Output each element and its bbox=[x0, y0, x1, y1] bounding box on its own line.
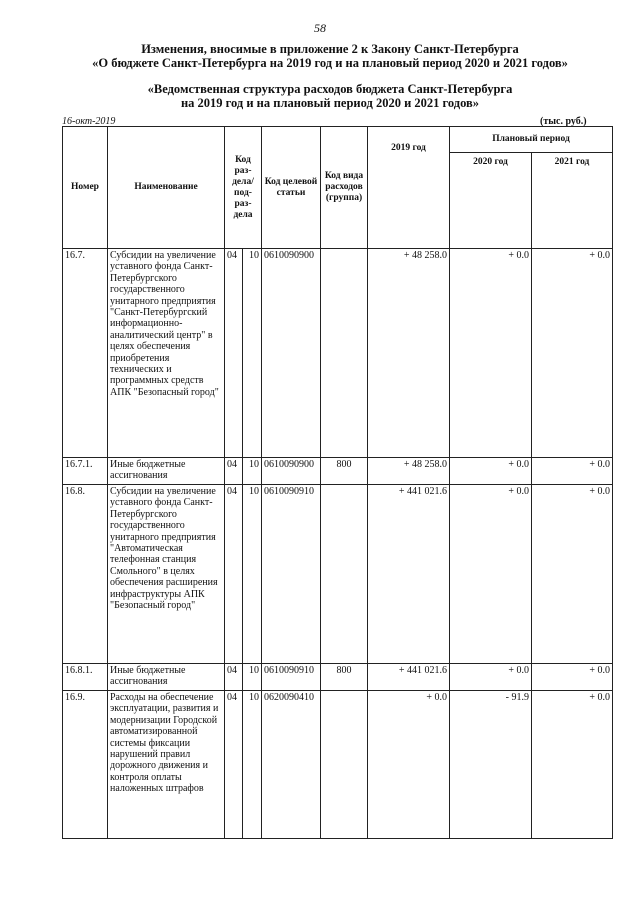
title-line-4: на 2019 год и на плановый период 2020 и 2021 годов» bbox=[180, 96, 480, 110]
row-expense-type bbox=[321, 485, 368, 664]
row-expense-type: 800 bbox=[321, 664, 368, 691]
row-value-2020: + 0.0 bbox=[450, 249, 532, 458]
col-header-number: Номер bbox=[63, 127, 108, 249]
row-target-code: 0610090900 bbox=[262, 458, 321, 485]
col-header-target-code: Код целевой статьи bbox=[262, 127, 321, 249]
row-target-code: 0610090900 bbox=[262, 249, 321, 458]
row-value-2020: + 0.0 bbox=[450, 485, 532, 664]
row-subsection: 10 bbox=[243, 664, 262, 691]
document-title bbox=[40, 42, 620, 70]
page-number: 58 bbox=[314, 21, 326, 35]
table-row bbox=[63, 485, 613, 664]
row-name: Иные бюджетные ассигнования bbox=[108, 458, 225, 485]
row-value-2021: + 0.0 bbox=[532, 485, 613, 664]
col-header-2021: 2021 год bbox=[532, 153, 613, 249]
row-expense-type bbox=[321, 249, 368, 458]
row-section: 04 bbox=[225, 664, 243, 691]
row-value-2021: + 0.0 bbox=[532, 249, 613, 458]
row-number: 16.8.1. bbox=[63, 664, 108, 691]
row-section: 04 bbox=[225, 485, 243, 664]
row-target-code: 0610090910 bbox=[262, 664, 321, 691]
row-value-2021: + 0.0 bbox=[532, 458, 613, 485]
row-target-code: 0610090910 bbox=[262, 485, 321, 664]
appendix-title bbox=[40, 82, 620, 110]
row-value-2019: + 441 021.6 bbox=[368, 664, 450, 691]
row-value-2020: + 0.0 bbox=[450, 458, 532, 485]
table-body bbox=[63, 249, 613, 839]
row-subsection: 10 bbox=[243, 458, 262, 485]
row-name: Расходы на обеспечение эксплуатации, развития и модернизации Городской автоматизированной системы фиксации нарушений правил дорожного движения и контроля оплаты наложенных штрафов bbox=[108, 691, 225, 839]
title-line-2: «О бюджете Санкт-Петербурга на 2019 год и на плановый период 2020 и 2021 годов» bbox=[92, 56, 568, 70]
table-row bbox=[63, 458, 613, 485]
row-value-2020: + 0.0 bbox=[450, 664, 532, 691]
col-header-expense-type: Код вида расходов (группа) bbox=[321, 127, 368, 249]
row-section: 04 bbox=[225, 691, 243, 839]
row-number: 16.8. bbox=[63, 485, 108, 664]
table-row bbox=[63, 249, 613, 458]
row-value-2021: + 0.0 bbox=[532, 691, 613, 839]
title-line-1: Изменения, вносимые в приложение 2 к Закону Санкт-Петербурга bbox=[141, 42, 519, 56]
row-value-2019: + 0.0 bbox=[368, 691, 450, 839]
row-name: Субсидии на увеличение уставного фонда Санкт-Петербургского государственного унитарного предприятия "Автоматическая телефонная станция Смольного" в целях обеспечения расширения инфраструктуры АПК "Безопасный город" bbox=[108, 485, 225, 664]
row-value-2021: + 0.0 bbox=[532, 664, 613, 691]
col-header-name: Наименование bbox=[108, 127, 225, 249]
row-value-2020: - 91.9 bbox=[450, 691, 532, 839]
row-value-2019: + 48 258.0 bbox=[368, 458, 450, 485]
units-label: (тыс. руб.) bbox=[540, 116, 587, 127]
title-line-3: «Ведомственная структура расходов бюджета Санкт-Петербурга bbox=[147, 82, 513, 96]
row-expense-type: 800 bbox=[321, 458, 368, 485]
row-section: 04 bbox=[225, 458, 243, 485]
row-value-2019: + 441 021.6 bbox=[368, 485, 450, 664]
table-header bbox=[63, 127, 613, 249]
row-expense-type bbox=[321, 691, 368, 839]
row-subsection: 10 bbox=[243, 691, 262, 839]
row-value-2019: + 48 258.0 bbox=[368, 249, 450, 458]
row-number: 16.9. bbox=[63, 691, 108, 839]
row-subsection: 10 bbox=[243, 249, 262, 458]
table-row bbox=[63, 664, 613, 691]
budget-table bbox=[62, 126, 613, 839]
row-target-code: 0620090410 bbox=[262, 691, 321, 839]
col-header-section-code: Код раз- дела/ под- раз- дела bbox=[225, 127, 262, 249]
col-header-planned-period: Плановый период bbox=[450, 127, 613, 153]
document-date: 16-окт-2019 bbox=[62, 116, 116, 127]
row-number: 16.7. bbox=[63, 249, 108, 458]
row-subsection: 10 bbox=[243, 485, 262, 664]
row-section: 04 bbox=[225, 249, 243, 458]
row-name: Субсидии на увеличение уставного фонда Санкт-Петербургского государственного унитарного предприятия "Санкт-Петербургский информационно-аналитический центр" в целях обеспечения приобретения технических и программных средств АПК "Безопасный город" bbox=[108, 249, 225, 458]
row-name: Иные бюджетные ассигнования bbox=[108, 664, 225, 691]
table-row bbox=[63, 691, 613, 839]
col-header-2020: 2020 год bbox=[450, 153, 532, 249]
col-header-2019: 2019 год bbox=[368, 127, 450, 249]
row-number: 16.7.1. bbox=[63, 458, 108, 485]
